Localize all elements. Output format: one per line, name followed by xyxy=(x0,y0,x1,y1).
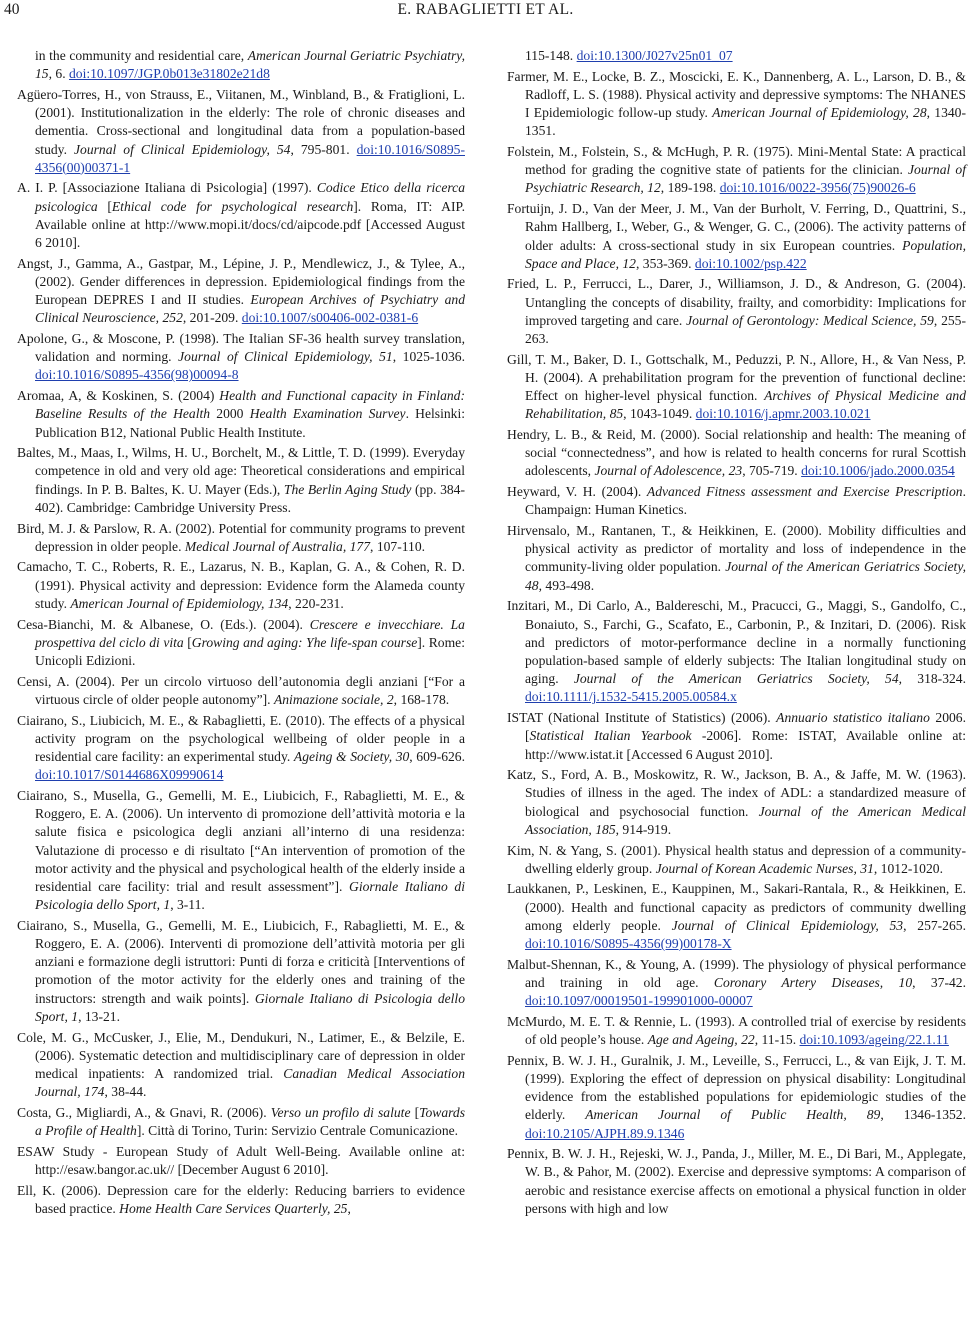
reference-italic: Journal of Korean Academic Nurses, 31 xyxy=(655,860,874,876)
reference-italic: Giornale Italiano di Psicologia dello Sport, 1 xyxy=(35,990,466,1024)
reference-text: , 107-110. xyxy=(370,538,426,554)
reference-text: Camacho, T. C., Roberts, R. E., Lazarus, N. B., Kaplan, G. A., & Cohen, R. D. (1991). Physical activity and depression: Evidence form the Alameda county study. xyxy=(17,559,465,611)
reference-entry xyxy=(17,1104,465,1140)
reference-text: Cesa-Bianchi, M. & Albanese, O. (Eds.). (2004). xyxy=(17,616,310,632)
reference-entry xyxy=(17,387,465,442)
reference-italic: American Journal of Public Health, 89 xyxy=(585,1107,881,1123)
reference-italic: Crescere e invecchiare. La prospettiva del ciclo di vita xyxy=(35,616,465,650)
reference-italic: Medical Journal of Australia, 177 xyxy=(184,538,371,554)
reference-italic: Ageing & Society, 30 xyxy=(293,749,410,765)
reference-text: , 318-324. xyxy=(898,671,966,687)
reference-text: , 353-369. xyxy=(635,255,695,271)
reference-text: Hendry, L. B., & Reid, M. (2000). Social relationship and health: The meaning of social “connectedness”, and how is related to health concerns for rural Scottish adolescents, xyxy=(507,427,966,479)
reference-entry xyxy=(507,143,966,198)
reference-text: ESAW Study - European Study of Adult Well-Being. Available online at: http://esaw.bangor.ac.uk// [December August 6 2010]. xyxy=(17,1143,465,1177)
reference-text: , 6. xyxy=(48,66,69,82)
reference-entry xyxy=(17,558,465,613)
reference-text: Ciairano, S., Liubicich, M. E., & Rabaglietti, E. (2010). The effects of a physical activity program on the psychological wellbeing of older people in a residential care facility: an experimental study. xyxy=(17,712,465,765)
reference-text: [ xyxy=(97,198,112,214)
page-header xyxy=(0,0,971,22)
reference-text: Bird, M. J. & Parslow, R. A. (2002). Potential for community programs to prevent depression in older people. xyxy=(17,520,465,554)
reference-text: , 220-231. xyxy=(288,595,344,611)
reference-entry xyxy=(507,1052,966,1143)
reference-italic: Journal of Psychiatric Research, 12 xyxy=(525,162,966,196)
reference-text: , 13-21. xyxy=(78,1008,120,1024)
reference-text: , 3-11. xyxy=(170,897,205,913)
reference-text: 115-148. xyxy=(525,48,577,63)
reference-entry xyxy=(507,1013,966,1049)
reference-entry xyxy=(17,1143,465,1179)
reference-text: , 1012-1020. xyxy=(873,860,943,876)
doi-link[interactable]: doi:10.1016/S0895-4356(98)00094-8 xyxy=(35,367,239,383)
reference-text: , 1025-1036. xyxy=(392,349,465,365)
reference-text: , 1043-1049. xyxy=(623,406,696,422)
reference-text: , 609-626. xyxy=(409,749,466,765)
reference-text: A. I. P. [Associazione Italiana di Psicologia] (1997). xyxy=(17,180,317,196)
reference-text: . Champaign: Human Kinetics. xyxy=(525,484,966,518)
reference-text: Inzitari, M., Di Carlo, A., Baldereschi, M., Pracucci, G., Maggi, S., Gandolfo, C., Bonaiuto, S., Farchi, G., Scafato, E., Carbonin, P., & Inzitari, D. (2006). Risk and predictors of motor-performance decline in a normally functioning population-based sample of elderly subjects: The Italian longitudinal study on aging. xyxy=(507,598,966,687)
reference-text: ]. Roma, IT: AIP. Available online at http://www.mopi.it/docs/cd/aipcode.pdf [Accessed August 6 2010]. xyxy=(35,198,465,251)
reference-italic: Archives of Physical Medicine and Rehabilitation, 85 xyxy=(525,388,966,422)
reference-text: Cole, M. G., McCusker, J., Elie, M., Dendukuri, N., Latimer, E., & Belzile, E. (2006). Systematic detection and multidisciplinary care of depression in older medical inpatients: A randomized trial. xyxy=(17,1029,465,1081)
reference-text: Katz, S., Ford, A. B., Moskowitz, R. W., Jackson, B. A., & Jaffe, M. W. (1963). Studies of illness in the aged. The index of ADL: a standardized measure of biological and psychosocial function. xyxy=(507,767,966,819)
reference-text: -2006]. Rome: ISTAT, Available online at: http://www.istat.it [Accessed 6 August 2010]. xyxy=(525,728,966,762)
reference-text: [ xyxy=(183,634,192,650)
reference-text: Angst, J., Gamma, A., Gastpar, M., Lépine, J. P., Mendlewicz, J., & Tylee, A., (2002). Gender differences in depression. Epidemiological findings from the European DEPRES I and II studies. xyxy=(17,255,465,308)
reference-text: McMurdo, M. E. T. & Rennie, L. (1993). A controlled trial of exercise by residents of old people’s house. xyxy=(507,1013,966,1048)
reference-italic: European Archives of Psychiatry and Clinical Neuroscience, 252 xyxy=(35,292,465,326)
reference-entry xyxy=(507,709,966,764)
reference-entry xyxy=(507,200,966,273)
reference-text: Aromaa, A, & Koskinen, S. (2004) xyxy=(17,388,220,404)
reference-text: , 168-178. xyxy=(393,691,450,707)
reference-text: , 38-44. xyxy=(104,1084,147,1100)
doi-link[interactable]: doi:10.1097/JGP.0b013e31802e21d8 xyxy=(68,66,270,82)
reference-entry xyxy=(17,47,465,83)
reference-text: Farmer, M. E., Locke, B. Z., Moscicki, E. K., Dannenberg, A. L., Larson, D. B., & Radloff, L. S. (1988). Physical activity and depressive symptoms: The NHANES I Epidemiologic follow-up study. xyxy=(507,68,966,121)
reference-text: , 201-209. xyxy=(182,310,242,326)
reference-entry xyxy=(507,483,966,519)
reference-italic: Journal of the American Medical Association, 185 xyxy=(525,803,966,837)
reference-italic: Verso un profilo di salute xyxy=(270,1104,411,1120)
reference-text: [ xyxy=(410,1104,420,1120)
reference-text: Gill, T. M., Baker, D. I., Gottschalk, M., Peduzzi, P. N., Allore, H., & Van Ness, P. H. (2004). A prehabilitation program for the prevention of functional decline: Effect on higher-level physical function. xyxy=(507,351,966,404)
reference-text: Apolone, G., & Moscone, P. (1998). The Italian SF-36 health survey translation, validation and norming. xyxy=(17,331,465,365)
reference-text: Hirvensalo, M., Rantanen, T., & Heikkinen, E. (2000). Mobility difficulties and physical activity as predictor of mortality and loss of independence in the community-living older population. xyxy=(507,523,966,575)
reference-entry xyxy=(17,616,465,671)
reference-text: Malbut-Shennan, K., & Young, A. (1999). The physiology of physical performance and training in old age. xyxy=(507,956,966,990)
reference-text: (pp. 384-402). Cambridge: Cambridge University Press. xyxy=(35,481,465,515)
doi-link[interactable]: doi:10.1017/S0144686X09990614 xyxy=(35,767,224,783)
reference-text: Folstein, M., Folstein, S., & McHugh, P. R. (1975). Mini-Mental State: A practical method for grading the cognitive state of patients for the clinician. xyxy=(507,144,966,178)
doi-link[interactable]: doi:10.1007/s00406-002-0381-6 xyxy=(241,310,419,326)
reference-text: Kim, N. & Yang, S. (2001). Physical health status and depression of a community-dwelling elderly group. xyxy=(507,842,966,876)
reference-entry xyxy=(507,426,966,481)
reference-text: Censi, A. (2004). Per un circolo virtuoso dell’autonomia degli anziani [“For a virtuous circle of older people autonomy”]. xyxy=(17,673,465,707)
reference-italic: Journal of Gerontology: Medical Science, 59 xyxy=(686,312,934,328)
reference-italic: The Berlin Aging Study xyxy=(283,481,412,497)
reference-italic: Age and Ageing, 22 xyxy=(647,1032,755,1048)
reference-entry xyxy=(17,86,465,177)
reference-entry xyxy=(17,917,465,1026)
reference-text: Agüero-Torres, H., von Strauss, E., Viitanen, M., Winbland, B., & Fratiglioni, L. (2001). Institutionalization in the elderly: The role of chronic diseases and dementia. Cross-sectional and longitudinal data from a population-based study. xyxy=(17,86,465,157)
reference-entry xyxy=(17,1182,465,1218)
reference-text: , 11-15. xyxy=(754,1032,800,1048)
reference-italic: American Journal of Epidemiology, 28 xyxy=(712,105,927,121)
doi-link[interactable]: doi:10.1300/J027v25n01_07 xyxy=(576,48,733,63)
doi-link[interactable]: doi:10.1006/jado.2000.0354 xyxy=(801,463,955,479)
reference-entry xyxy=(17,712,465,785)
reference-entry xyxy=(507,842,966,878)
reference-italic: Canadian Medical Association Journal, 174 xyxy=(35,1065,465,1100)
reference-entry xyxy=(507,956,966,1011)
reference-entry xyxy=(17,179,465,252)
reference-entry xyxy=(17,520,465,556)
reference-italic: Population, Space and Place, 12 xyxy=(525,237,966,271)
reference-text: , 37-42. xyxy=(912,974,966,990)
reference-italic: Ethical code for psychological research xyxy=(111,198,354,214)
reference-text: 2006. [ xyxy=(525,710,966,744)
reference-text: Baltes, M., Maas, I., Wilms, H. U., Borchelt, M., & Little, T. D. (1999). Everyday competence in old and very old age: Theoretical considerations and empirical findings. In P. B. Baltes, K. U. Mayer (Eds.), xyxy=(17,445,465,497)
doi-link[interactable]: doi:10.1016/j.apmr.2003.10.021 xyxy=(695,406,871,422)
reference-italic: Journal of Adolescence, 23 xyxy=(594,463,743,479)
reference-italic: Home Health Care Services Quarterly, 25 xyxy=(119,1200,348,1216)
reference-text: Heyward, V. H. (2004). xyxy=(507,484,647,500)
reference-italic: American Journal Geriatric Psychiatry, 15 xyxy=(35,48,465,82)
reference-entry xyxy=(507,880,966,953)
reference-italic: Coronary Artery Diseases, 10 xyxy=(713,974,913,990)
doi-link[interactable]: doi:10.1111/j.1532-5415.2005.00584.x xyxy=(525,689,737,705)
reference-text: Ciairano, S., Musella, G., Gemelli, M. E., Liubicich, F., Rabaglietti, M. E., & Roggero, E. A. (2006). Un intervento di promozione dell’attività motoria e la salute fisica e psicologica degli anziani all’interno di una residenza: Valutazione di processo e di risultato [“An intervention of promotion of the motor activity and the physical and psychological health of the elderly inside a residential care facility: trial and result assessment”]. xyxy=(17,787,465,894)
reference-text: ]. Rome: Unicopli Edizioni. xyxy=(35,634,465,668)
reference-italic: Annuario statistico italiano xyxy=(776,710,930,726)
reference-text: Ell, K. (2006). Depression care for the elderly: Reducing barriers to evidence based practice. xyxy=(17,1182,465,1216)
reference-italic: Animazione sociale, 2 xyxy=(273,691,394,707)
running-head: E. RABAGLIETTI ET AL. xyxy=(397,1,574,18)
reference-text: , 1340-1351. xyxy=(525,105,966,139)
reference-entry xyxy=(507,1145,966,1218)
reference-text: Ciairano, S., Musella, G., Gemelli, M. E., Liubicich, F., Rabaglietti, M. E., & Roggero, E. A. (2006). Interventi di promozione dell’attività motoria per gli anziani e formazione degli istruttori: Punti di forza e criticità [Interventions of promotion of the motor activity for the elderly ones and training of the instructors: strength and waik points]. xyxy=(17,917,465,1006)
page-number: 40 xyxy=(4,1,20,18)
doi-link[interactable]: doi:10.1093/ageing/22.1.11 xyxy=(799,1032,949,1048)
reference-italic: Journal of the American Geriatrics Society, 48 xyxy=(525,559,967,593)
doi-link[interactable]: doi:10.1016/0022-3956(75)90026-6 xyxy=(719,180,916,196)
reference-italic: Health and Functional capacity in Finland: Baseline Results of the Health xyxy=(35,388,465,422)
reference-text: 2000 xyxy=(210,406,250,422)
reference-italic: Giornale Italiano di Psicologia dello Sport, 1 xyxy=(35,878,465,913)
reference-italic: Journal of Clinical Epidemiology, 53 xyxy=(671,917,904,933)
reference-text: Pennix, B. W. J. H., Rejeski, W. J., Panda, J., Miller, M. E., Di Bari, M., Applegate, W. B., & Pahor, M. (2002). Exercise and depressive symptoms: A comparison of aerobic and resistance exercise affects on emotional a physical function in older persons with high and low xyxy=(507,1146,966,1216)
reference-text: , 705-719. xyxy=(742,463,802,479)
reference-text: Fried, L. P., Ferrucci, L., Darer, J., Williamson, J. D., & Andreson, G. (2004). Untangling the concepts of disability, frailty, and comorbidity: Implications for improved targeting and care. xyxy=(507,276,966,328)
doi-link[interactable]: doi:10.1016/S0895-4356(00)00371-1 xyxy=(35,141,465,175)
reference-text: , 795-801. xyxy=(290,141,357,157)
reference-italic: Codice Etico della ricerca psicologica xyxy=(35,180,465,214)
reference-text: , xyxy=(347,1200,351,1216)
reference-entry xyxy=(507,597,966,706)
doi-link[interactable]: doi:10.1016/S0895-4356(99)00178-X xyxy=(525,936,732,952)
reference-text: , 257-265. xyxy=(903,917,966,933)
reference-text: , 189-198. xyxy=(660,180,720,196)
reference-entry xyxy=(507,68,966,141)
reference-entry xyxy=(507,351,966,424)
reference-italic: Journal of Clinical Epidemiology, 54 xyxy=(74,141,291,157)
reference-italic: Statistical Italian Yearbook xyxy=(529,728,692,744)
reference-entry xyxy=(507,522,966,595)
reference-entry xyxy=(507,766,966,839)
reference-text: Fortuijn, J. D., Van der Meer, J. M., Van der Burholt, V. Ferring, D., Quattrini, S., Rahm Hallberg, I., Weber, G., & Wenger, G. C., (2006). The activity patterns of older adults: A cross-sectional study in six European countries. xyxy=(507,201,966,253)
reference-text: Costa, G., Migliardi, A., & Gnavi, R. (2006). xyxy=(17,1104,271,1120)
reference-text: , 255-263. xyxy=(525,312,966,347)
reference-text: Pennix, B. W. J. H., Guralnik, J. M., Leveille, S., Ferrucci, L., & van Eijk, J. T. M. (1999). Exploring the effect of depression on physical disability: Longitudinal evidence from the established populations for epidemiologic studies of the elderly. xyxy=(507,1052,966,1123)
reference-text: , 914-919. xyxy=(615,821,672,837)
reference-text: ]. Città di Torino, Turin: Servizio Centrale Comunicazione. xyxy=(136,1123,459,1139)
reference-italic: Towards a Profile of Health xyxy=(35,1104,465,1139)
reference-italic: Advanced Fitness assessment and Exercise Prescription xyxy=(646,484,963,500)
reference-italic: American Journal of Epidemiology, 134 xyxy=(70,595,289,611)
reference-entry xyxy=(17,1029,465,1102)
reference-entry xyxy=(507,275,966,348)
reference-italic: Journal of Clinical Epidemiology, 51 xyxy=(178,349,393,365)
reference-text: , 493-498. xyxy=(538,577,595,593)
reference-entry xyxy=(507,47,966,65)
reference-text: , 1346-1352. xyxy=(880,1107,966,1123)
doi-link[interactable]: doi:10.1002/psp.422 xyxy=(694,255,807,271)
reference-text: in the community and residential care, xyxy=(35,48,248,63)
doi-link[interactable]: doi:10.2105/AJPH.89.9.1346 xyxy=(525,1125,685,1141)
reference-entry xyxy=(17,444,465,517)
reference-italic: Growing and aging: Yhe life-span course xyxy=(191,634,418,650)
reference-text: . Helsinki: Publication B12, National Public Health Institute. xyxy=(35,406,466,440)
reference-entry xyxy=(17,787,465,914)
reference-text: ISTAT (National Institute of Statistics) (2006). xyxy=(507,710,777,726)
reference-entry xyxy=(17,673,465,709)
reference-text: Laukkanen, P., Leskinen, E., Kauppinen, M., Sakari-Rantala, R., & Heikkinen, E. (2000). Health and functional capacity as predictors of community dwelling among elderly people. xyxy=(507,881,966,933)
reference-italic: Journal of the American Geriatrics Society, 54 xyxy=(573,671,899,687)
reference-entry xyxy=(17,255,465,328)
references-right-column xyxy=(507,47,966,1221)
reference-italic: Health Examination Survey xyxy=(249,406,406,422)
reference-entry xyxy=(17,330,465,385)
doi-link[interactable]: doi:10.1097/00019501-199901000-00007 xyxy=(525,993,753,1009)
references-left-column xyxy=(17,47,465,1221)
